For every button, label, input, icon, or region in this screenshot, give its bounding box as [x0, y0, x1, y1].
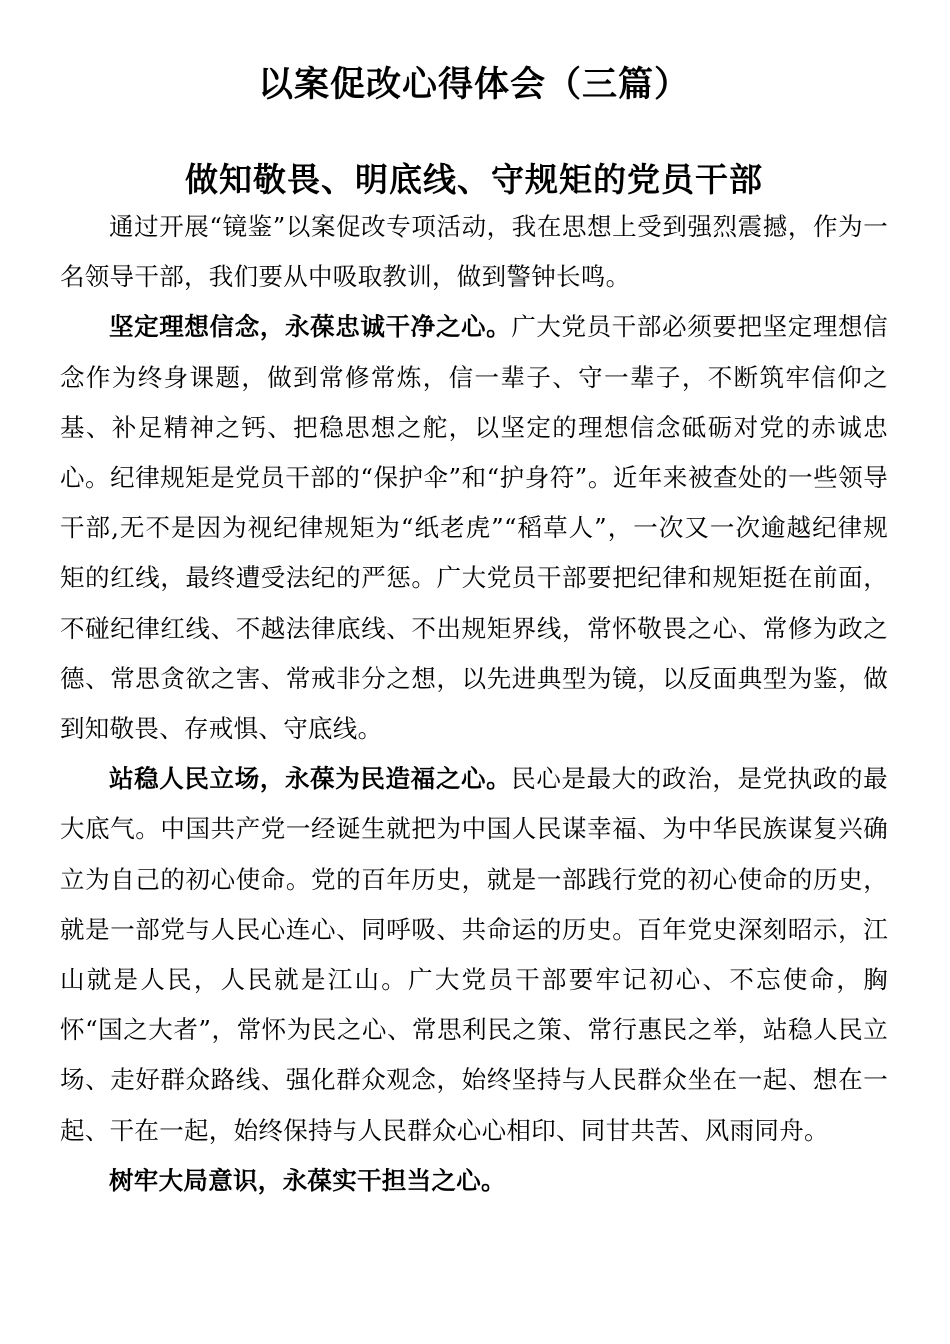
paragraph-lead: 站稳人民立场，永葆为民造福之心。: [109, 764, 512, 794]
paragraph-ideals: [60, 302, 888, 754]
section-title: 做知敬畏、明底线、守规矩的党员干部: [185, 160, 763, 199]
paragraph-body: 通过开展“镜鉴”以案促改专项活动，我在思想上受到强烈震撼，作为一名领导干部，我们要从中吸取教训，做到警钟长鸣。: [60, 212, 888, 292]
paragraph-overall: [60, 1156, 888, 1206]
paragraph-lead: 树牢大局意识，永葆实干担当之心。: [109, 1165, 506, 1195]
document-title: 以案促改心得体会（三篇）: [257, 65, 690, 105]
paragraph-body: 广大党员干部必须要把坚定理想信念作为终身课题，做到常修常炼，信一辈子、守一辈子，不断筑牢信仰之基、补足精神之钙、把稳思想之舵，以坚定的理想信念砥砺对党的赤诚忠心。纪律规矩是党员干部的“保护伞”和“护身符”。近年来被查处的一些领导干部,无不是因为视纪律规矩为“纸老虎”“稻草人”，一次又一次逾越纪律规矩的红线，最终遭受法纪的严惩。广大党员干部要把纪律和规矩挺在前面，不碰纪律红线、不越法律底线、不出规矩界线，常怀敬畏之心、常修为政之德、常思贪欲之害、常戒非分之想，以先进典型为镜，以反面典型为鉴，做到知敬畏、存戒惧、守底线。: [60, 312, 888, 744]
paragraph-body: 民心是最大的政治，是党执政的最大底气。中国共产党一经诞生就把为中国人民谋幸福、为中华民族谋复兴确立为自己的初心使命。党的百年历史，就是一部践行党的初心使命的历史，就是一部党与人民心连心、同呼吸、共命运的历史。百年党史深刻昭示，江山就是人民，人民就是江山。广大党员干部要牢记初心、不忘使命，胸怀“国之大者”，常怀为民之心、常思利民之策、常行惠民之举，站稳人民立场、走好群众路线、强化群众观念，始终坚持与人民群众坐在一起、想在一起、干在一起，始终保持与人民群众心心相印、同甘共苦、风雨同舟。: [60, 764, 888, 1145]
paragraph-lead: 坚定理想信念，永葆忠诚干净之心。: [109, 312, 512, 342]
paragraph-people: [60, 754, 888, 1156]
paragraph-intro: [60, 202, 888, 302]
